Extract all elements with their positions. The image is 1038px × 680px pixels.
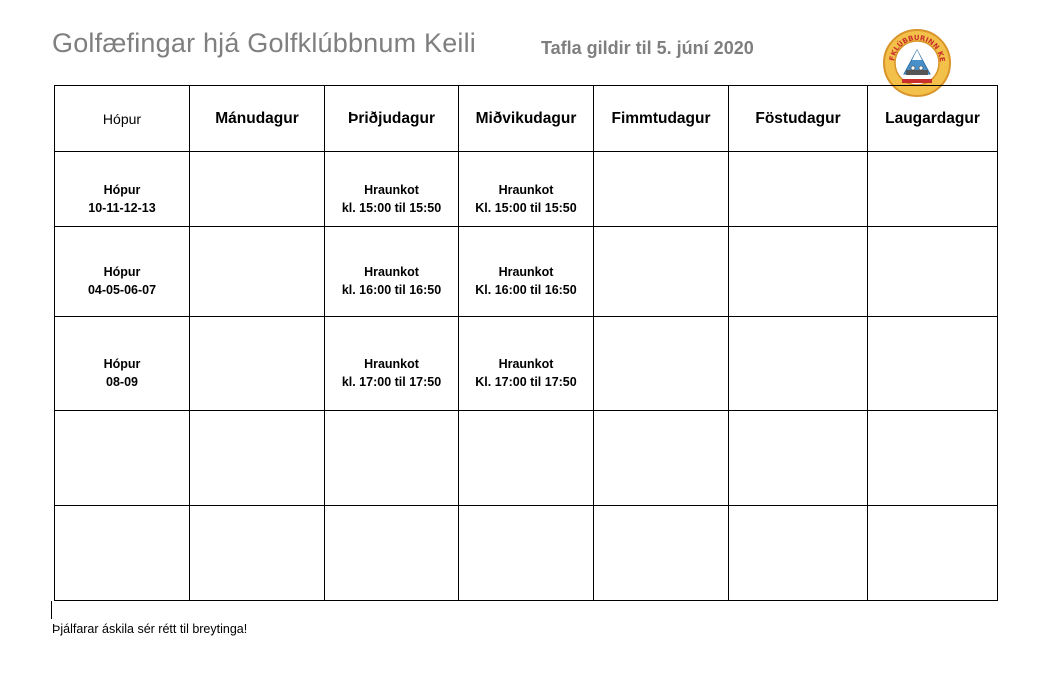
session-cell [729, 506, 868, 601]
session-cell [594, 227, 729, 317]
day-header: Fimmtudagur [594, 86, 729, 152]
cell-text-line: Hraunkot [498, 182, 554, 197]
cell-text-line: Hraunkot [498, 265, 554, 279]
session-cell [325, 227, 459, 317]
cell-text-line: Kl. 16:00 til 16:50 [475, 283, 577, 297]
text-cursor [51, 601, 52, 619]
group-cell [55, 506, 190, 601]
cell-text-line: Hraunkot [498, 357, 554, 371]
session-cell [190, 506, 325, 601]
session-cell [325, 317, 459, 411]
cell-text-line: 10-11-12-13 [88, 200, 156, 215]
group-cell [55, 152, 190, 227]
session-cell [868, 411, 998, 506]
schedule-row [55, 411, 998, 506]
day-header: Föstudagur [729, 86, 868, 152]
cell-text-line: Hraunkot [364, 182, 419, 197]
session-cell [868, 317, 998, 411]
cell-text-line: Hópur [103, 357, 141, 371]
session-cell [459, 227, 594, 317]
session-cell [729, 411, 868, 506]
cell-text-line: Hópur [103, 265, 141, 279]
group-column-header: Hópur [55, 86, 190, 152]
schedule-row [55, 227, 998, 317]
day-header: Þriðjudagur [325, 86, 459, 152]
session-cell [868, 152, 998, 227]
session-cell [459, 317, 594, 411]
group-cell [55, 227, 190, 317]
session-cell [729, 317, 868, 411]
session-cell [190, 152, 325, 227]
session-cell [729, 152, 868, 227]
session-cell [459, 152, 594, 227]
footer-note: Þjálfarar áskila sér rétt til breytinga! [52, 622, 248, 636]
session-cell [594, 152, 729, 227]
logo-lettering: FKLÚBBURINN KE [888, 33, 947, 63]
cell-text-line: kl. 16:00 til 16:50 [341, 283, 442, 297]
group-cell [55, 317, 190, 411]
day-header: Miðvikudagur [459, 86, 594, 152]
session-cell [325, 152, 459, 227]
session-cell [594, 317, 729, 411]
session-cell [594, 411, 729, 506]
session-cell [729, 227, 868, 317]
cell-text-line: 08-09 [106, 375, 138, 389]
session-cell [868, 227, 998, 317]
schedule-row [55, 152, 998, 227]
session-cell [594, 506, 729, 601]
cell-text-line: kl. 17:00 til 17:50 [341, 375, 442, 389]
schedule-table [54, 85, 998, 601]
day-header: Mánudagur [190, 86, 325, 152]
session-cell [190, 317, 325, 411]
schedule-row [55, 317, 998, 411]
cell-text-line: Kl. 17:00 til 17:50 [475, 375, 577, 389]
schedule-row [55, 506, 998, 601]
cell-text-line: Hópur [103, 182, 141, 197]
page-title: Golfæfingar hjá Golfklúbbnum Keili [52, 28, 477, 58]
validity-subtitle: Tafla gildir til 5. júní 2020 [541, 38, 754, 58]
cell-text-line: kl. 15:00 til 15:50 [341, 200, 442, 215]
session-cell [190, 411, 325, 506]
day-header: Laugardagur [868, 86, 998, 152]
session-cell [325, 506, 459, 601]
session-cell [325, 411, 459, 506]
cell-text-line: Hraunkot [364, 357, 419, 371]
session-cell [190, 227, 325, 317]
group-cell [55, 411, 190, 506]
session-cell [459, 411, 594, 506]
header-row [55, 86, 998, 152]
session-cell [459, 506, 594, 601]
session-cell [868, 506, 998, 601]
cell-text-line: 04-05-06-07 [87, 283, 157, 297]
cell-text-line: Kl. 15:00 til 15:50 [475, 200, 577, 215]
cell-text-line: Hraunkot [364, 265, 419, 279]
